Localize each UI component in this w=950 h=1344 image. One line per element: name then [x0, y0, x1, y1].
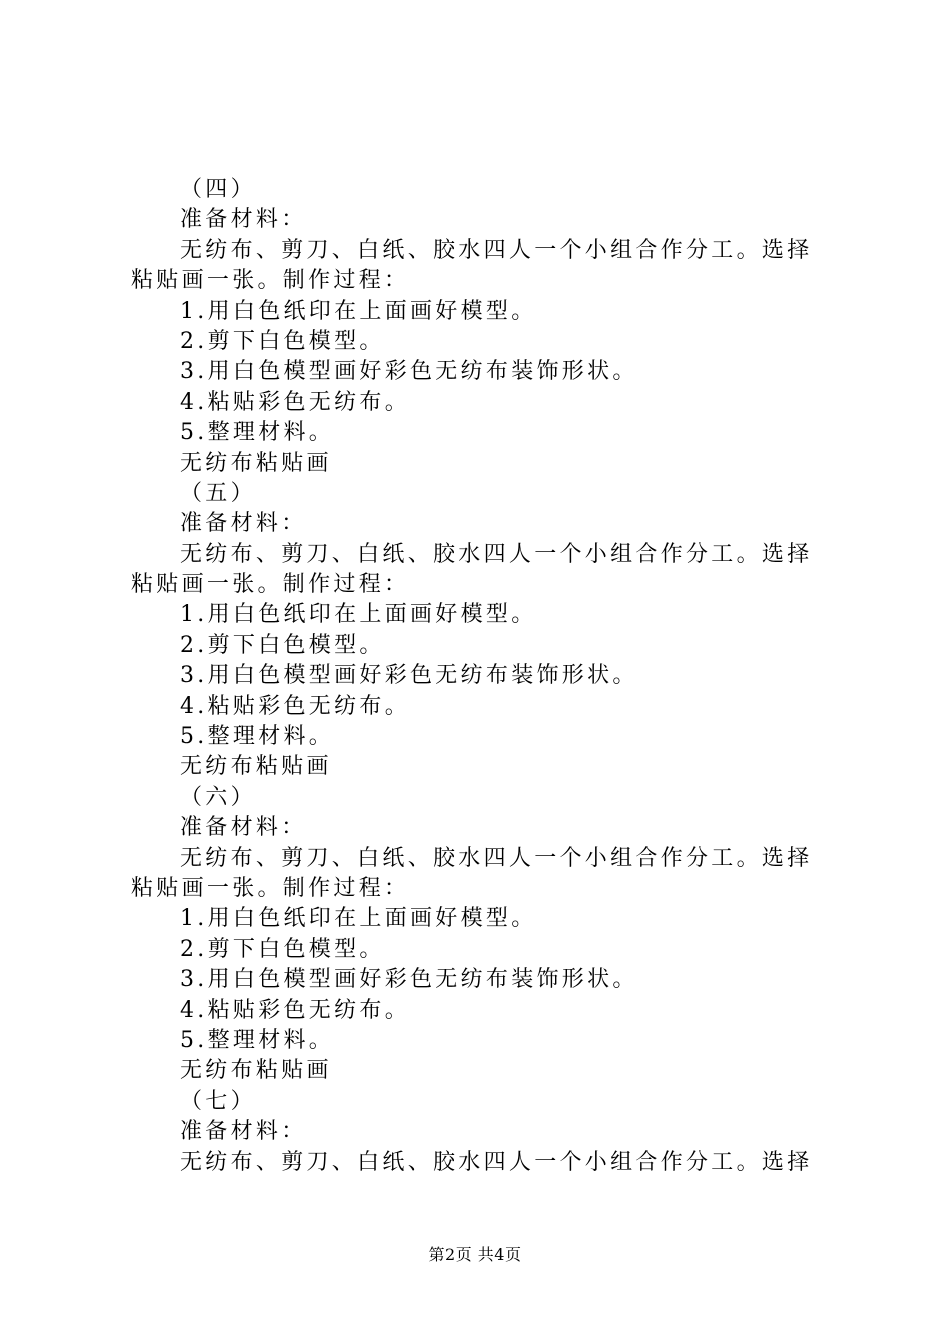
section-number: （六）: [180, 784, 256, 810]
step-item: 2.剪下白色模型。: [180, 632, 385, 658]
step-item: 1.用白色纸印在上面画好模型。: [180, 298, 537, 324]
intro-line-continued: 粘贴画一张。制作过程：: [131, 268, 410, 294]
section-number: （七）: [180, 1088, 256, 1114]
step-item: 5.整理材料。: [180, 1027, 335, 1053]
intro-line-continued: 粘贴画一张。制作过程：: [131, 572, 410, 598]
step-item: 5.整理材料。: [180, 420, 335, 446]
step-item: 5.整理材料。: [180, 724, 335, 750]
materials-label: 准备材料：: [180, 1119, 307, 1145]
document-body: [0, 175, 950, 1178]
step-item: 3.用白色模型画好彩色无纺布装饰形状。: [180, 359, 638, 385]
materials-label: 准备材料：: [180, 815, 307, 841]
section-number: （五）: [180, 480, 256, 506]
step-item: 4.粘贴彩色无纺布。: [180, 693, 410, 719]
materials-label: 准备材料：: [180, 207, 307, 233]
intro-line: 无纺布、剪刀、白纸、胶水四人一个小组合作分工。选择: [180, 1149, 813, 1175]
step-item: 4.粘贴彩色无纺布。: [180, 997, 410, 1023]
materials-label: 准备材料：: [180, 511, 307, 537]
step-item: 3.用白色模型画好彩色无纺布装饰形状。: [180, 967, 638, 993]
section-closing-title: 无纺布粘贴画: [180, 450, 332, 476]
step-item: 4.粘贴彩色无纺布。: [180, 389, 410, 415]
intro-line: 无纺布、剪刀、白纸、胶水四人一个小组合作分工。选择: [180, 541, 813, 567]
step-item: 3.用白色模型画好彩色无纺布装饰形状。: [180, 663, 638, 689]
intro-line: 无纺布、剪刀、白纸、胶水四人一个小组合作分工。选择: [180, 845, 813, 871]
section-closing-title: 无纺布粘贴画: [180, 754, 332, 780]
step-item: 2.剪下白色模型。: [180, 936, 385, 962]
section-number: （四）: [180, 177, 256, 202]
step-item: 2.剪下白色模型。: [180, 328, 385, 354]
step-item: 1.用白色纸印在上面画好模型。: [180, 602, 537, 628]
step-item: 1.用白色纸印在上面画好模型。: [180, 906, 537, 932]
intro-line-continued: 粘贴画一张。制作过程：: [131, 875, 410, 901]
page-footer: 第2页 共4页: [428, 1245, 522, 1264]
section-closing-title: 无纺布粘贴画: [180, 1058, 332, 1084]
intro-line: 无纺布、剪刀、白纸、胶水四人一个小组合作分工。选择: [180, 237, 813, 263]
